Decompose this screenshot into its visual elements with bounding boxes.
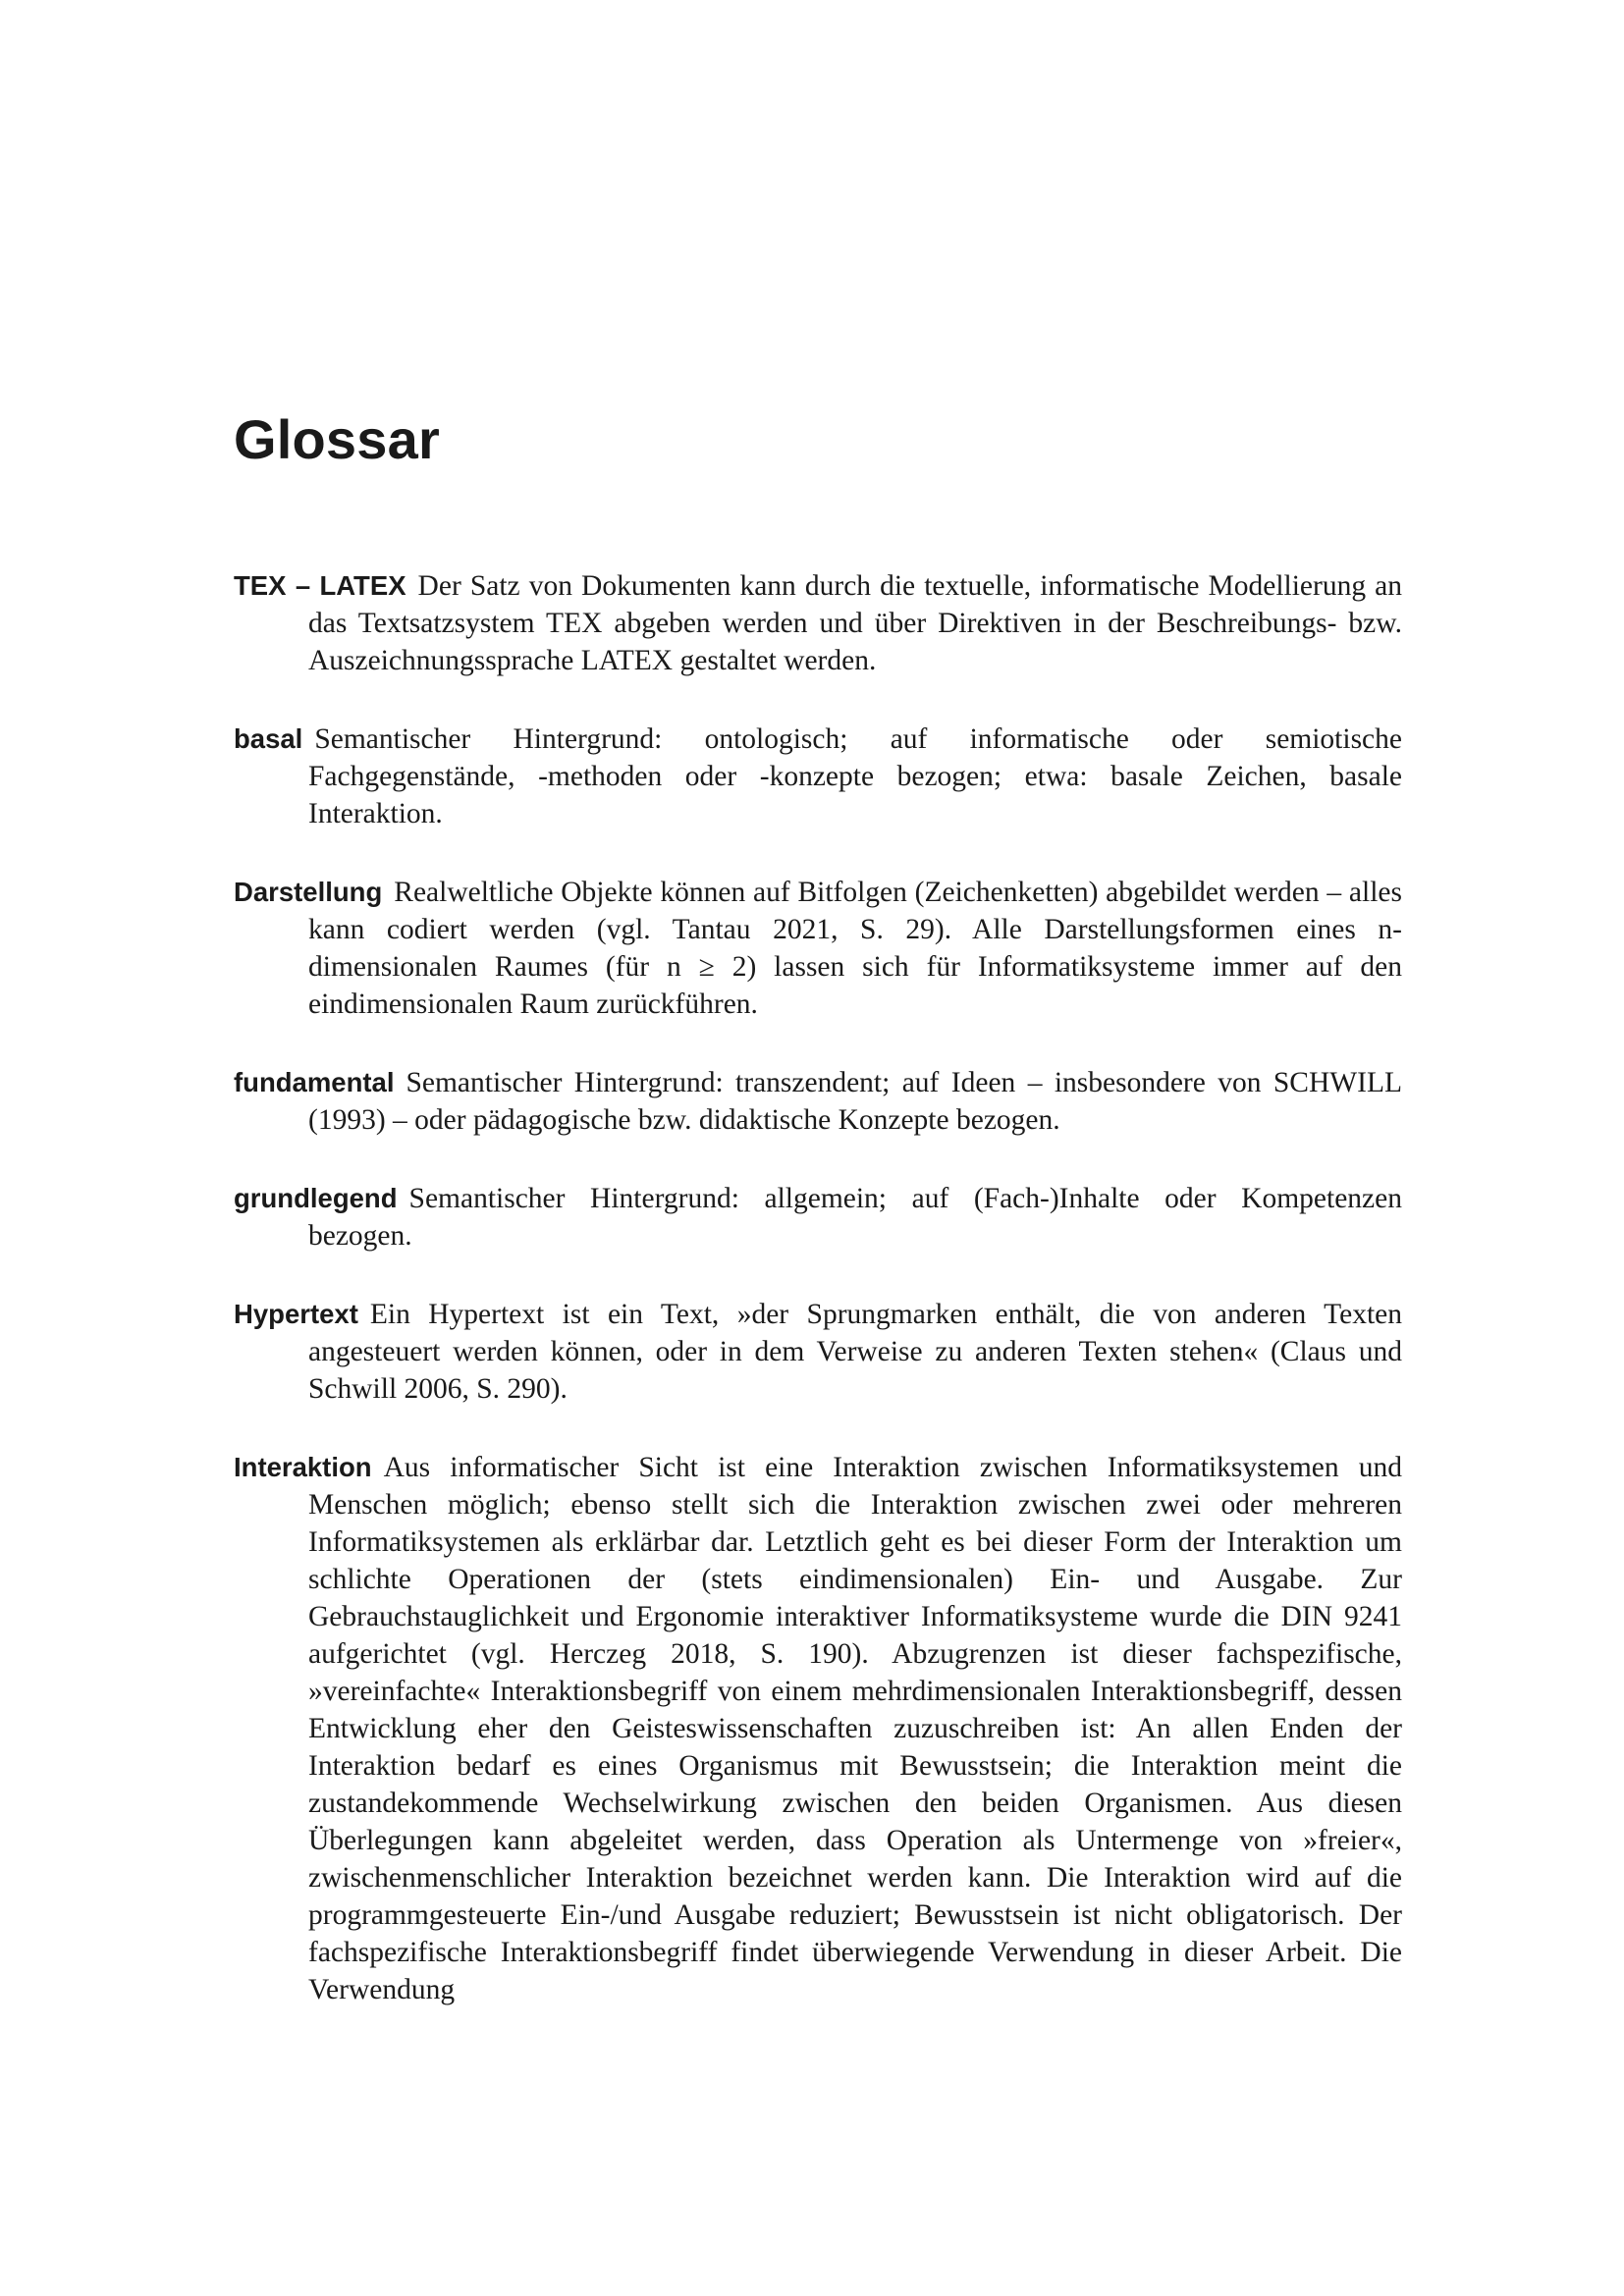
glossary-definition: Der Satz von Dokumenten kann durch die textuelle, informatische Modellierung an das Textsatzsystem TEX abgeben werden und über Direktiven in der Beschreibungs- bzw. Auszeichnungssprache LATEX gestaltet werden.: [308, 570, 1402, 676]
glossary-entry-darstellung: [234, 874, 1402, 1023]
glossary-definition: Aus informatischer Sicht ist eine Interaktion zwischen Informatiksystemen und Menschen möglich; ebenso stellt sich die Interaktion zwischen zwei oder mehreren Informatiksystemen als erklärbar dar. Letztlich geht es bei dieser Form der Interaktion um schlichte Operationen der (stets eindimensionalen) Ein- und Ausgabe. Zur Gebrauchstauglichkeit und Ergonomie interaktiver Informatiksysteme wurde die DIN 9241 aufgerichtet (vgl. Herczeg 2018, S. 190). Abzugrenzen ist dieser fachspezifische, »vereinfachte« Interaktionsbegriff von einem mehrdimensionalen Interaktionsbegriff, dessen Entwicklung eher den Geisteswissenschaften zuzuschreiben ist: An allen Enden der Interaktion bedarf es eines Organismus mit Bewusstsein; die Interaktion meint die zustandekommende Wechselwirkung zwischen den beiden Organismen. Aus diesen Überlegungen kann abgeleitet werden, dass Operation als Untermenge von »freier«, zwischenmenschlicher Interaktion bezeichnet werden kann. Die Interaktion wird auf die programmgesteuerte Ein-/und Ausgabe reduziert; Bewusstsein ist nicht obligatorisch. Der fachspezifische Interaktionsbegriff findet überwiegende Verwendung in dieser Arbeit. Die Verwendung: [308, 1452, 1402, 2005]
glossary-definition: Semantischer Hintergrund: allgemein; auf (Fach-)Inhalte oder Kompetenzen bezogen.: [308, 1183, 1402, 1252]
page-title: Glossar: [234, 408, 440, 470]
glossary-entry-grundlegend: [234, 1180, 1402, 1255]
glossary-definition: Realweltliche Objekte können auf Bitfolgen (Zeichenketten) abgebildet werden – alles kann codiert werden (vgl. Tantau 2021, S. 29). Alle Darstellungsformen eines n-dimensionalen Raumes (für n ≥ 2) lassen sich für Informatiksysteme immer auf den eindimensionalen Raum zurückführen.: [308, 877, 1402, 1020]
glossary-term: Darstellung: [234, 877, 383, 907]
glossary-entry-hypertext: [234, 1296, 1402, 1408]
glossary-term: fundamental: [234, 1067, 395, 1097]
glossary-entry-basal: [234, 721, 1402, 832]
glossary-entry-tex-latex: [234, 567, 1402, 679]
glossary-entry-interaktion: [234, 1449, 1402, 2008]
glossary-page: [234, 408, 1402, 2008]
glossary-definition: Semantischer Hintergrund: ontologisch; auf informatische oder semiotische Fachgegenstände, -methoden oder -konzepte bezogen; etwa: basale Zeichen, basale Interaktion.: [308, 723, 1402, 829]
glossary-definition: Ein Hypertext ist ein Text, »der Sprungmarken enthält, die von anderen Texten angesteuert werden können, oder in dem Verweise zu anderen Texten stehen« (Claus und Schwill 2006, S. 290).: [308, 1299, 1402, 1405]
glossary-term: grundlegend: [234, 1183, 398, 1213]
glossary-term: TEX – LATEX: [234, 570, 406, 601]
glossary-term: Interaktion: [234, 1452, 372, 1482]
glossary-term: basal: [234, 723, 303, 754]
glossary-entry-fundamental: [234, 1064, 1402, 1139]
glossary-term: Hypertext: [234, 1299, 358, 1329]
glossary-definition: Semantischer Hintergrund: transzendent; auf Ideen – insbesondere von SCHWILL (1993) – oder pädagogische bzw. didaktische Konzepte bezogen.: [308, 1067, 1402, 1136]
